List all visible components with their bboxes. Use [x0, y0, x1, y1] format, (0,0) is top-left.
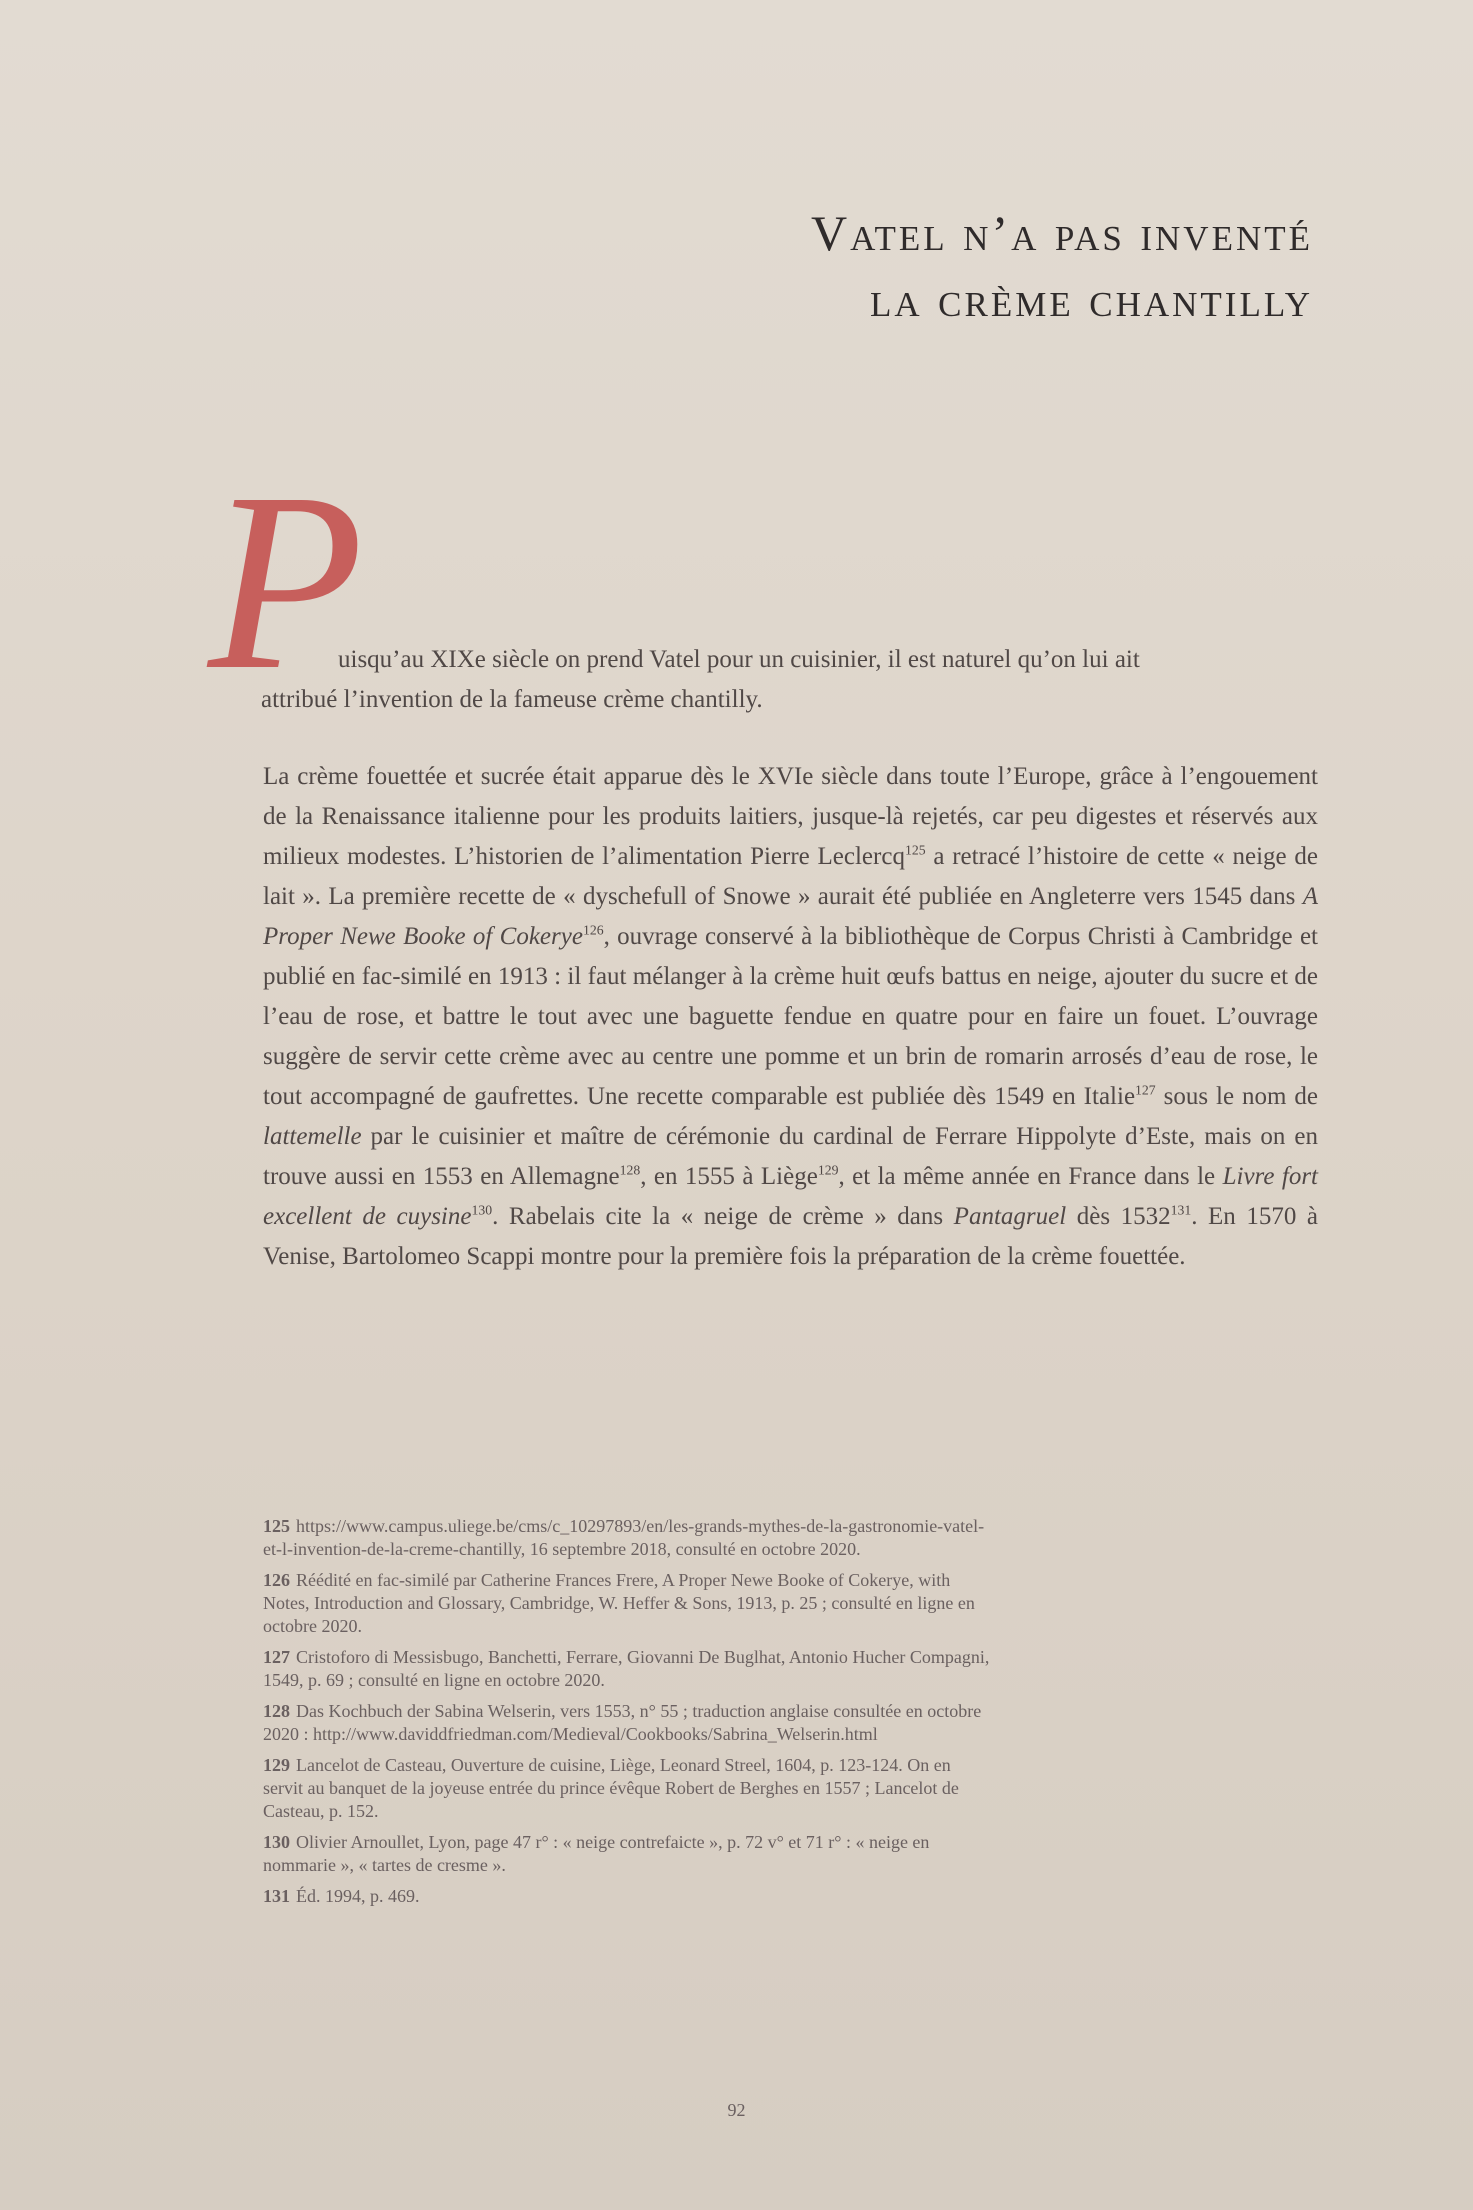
footnote-text: Das Kochbuch der Sabina Welserin, vers 1553, n° 55 ; traduction anglaise consultée en octobre 2020 : http://www.daviddfriedman.com/Medieval/Cookbooks/Sabrina_Welserin.html — [263, 1701, 982, 1744]
body-text: par le cuisinier et maître de cérémonie du cardinal de Ferrare Hippolyte d’Este, mais on en trouve aussi en 1553 en Allemagne — [263, 1123, 1318, 1190]
chapter-title-line-2: la crème chantilly — [870, 271, 1313, 327]
footnote-number: 125 — [263, 1516, 290, 1536]
footnote-text: Cristoforo di Messisbugo, Banchetti, Ferrare, Giovanni De Buglhat, Antonio Hucher Compagni, 1549, p. 69 ; consulté en ligne en octobre 2020. — [263, 1647, 990, 1690]
footnote-number: 131 — [263, 1886, 290, 1906]
footnote-number: 129 — [263, 1755, 290, 1775]
body-text: La crème fouettée et sucrée était apparue dès le XVIe siècle dans toute l’Europe, grâce à l’engouement de la Renaissance italienne pour les produits laitiers, jusque-là rejetés, car peu digestes et réservés aux milieux modestes. L’historien de l’alimentation Pierre Leclercq — [263, 763, 1318, 870]
body-text: . Rabelais cite la « neige de crème » dans — [492, 1203, 954, 1230]
page-number: 92 — [727, 2100, 746, 2120]
chapter-title — [811, 200, 1313, 332]
footnote-text: Éd. 1994, p. 469. — [296, 1886, 420, 1906]
chapter-title-line-1: Vatel n’a pas inventé — [811, 205, 1313, 261]
footnote-text: Lancelot de Casteau, Ouverture de cuisine, Liège, Leonard Streel, 1604, p. 123-124. On en servit au banquet de la joyeuse entrée du prince évêque Robert de Berghes en 1557 ; Lancelot de Casteau, p. 152. — [263, 1755, 959, 1821]
intro-line-1: uisqu’au XIXe siècle on prend Vatel pour un cuisinier, il est naturel qu’on lui ait — [338, 646, 1140, 673]
footnote — [263, 1646, 993, 1692]
footnote — [263, 1831, 993, 1877]
body-text: , en 1555 à Liège — [640, 1163, 818, 1190]
footnote-number: 130 — [263, 1832, 290, 1852]
footnote-ref-131: 131 — [1170, 1202, 1192, 1218]
footnote-ref-127: 127 — [1135, 1082, 1156, 1098]
recipe-name: lattemelle — [263, 1123, 362, 1150]
book-title: Livre fort excellent de cuysine — [263, 1163, 1318, 1230]
footnote-number: 126 — [263, 1570, 290, 1590]
footnote-ref-126: 126 — [582, 922, 604, 938]
footnote-number: 128 — [263, 1701, 290, 1721]
intro-paragraph — [263, 640, 1318, 720]
footnote-text: Olivier Arnoullet, Lyon, page 47 r° : « neige contrefaicte », p. 72 v° et 71 r° : « neige en nommarie », « tartes de cresme ». — [263, 1832, 930, 1875]
footnote — [263, 1515, 993, 1561]
body-text: , et la même année en France dans le — [838, 1163, 1223, 1190]
body-text: . En 1570 à Venise, Bartolomeo Scappi montre pour la première fois la préparation de la crème fouettée. — [263, 1203, 1318, 1270]
footnotes — [263, 1515, 993, 1916]
footnote — [263, 1700, 993, 1746]
body-text: dès 1532 — [1066, 1203, 1171, 1230]
body-text: sous le nom de — [1155, 1083, 1318, 1110]
footnote-ref-128: 128 — [619, 1162, 641, 1178]
footnote-text: Réédité en fac-similé par Catherine Frances Frere, A Proper Newe Booke of Cokerye, with Notes, Introduction and Glossary, Cambridge, W. Heffer & Sons, 1913, p. 25 ; consulté en ligne en octobre 2020. — [263, 1570, 975, 1636]
body-paragraph — [263, 757, 1318, 1277]
intro-line-2: attribué l’invention de la fameuse crème chantilly. — [261, 686, 763, 713]
footnote — [263, 1569, 993, 1638]
footnote-ref-130: 130 — [471, 1202, 493, 1218]
body-text: a retracé l’histoire de cette « neige de lait ». La première recette de « dyschefull of Snowe » aurait été publiée en Angleterre vers 1545 dans — [263, 843, 1318, 910]
drop-cap: P — [208, 441, 364, 723]
footnote-text: https://www.campus.uliege.be/cms/c_10297893/en/les-grands-mythes-de-la-gastronomie-vatel-et-l-invention-de-la-creme-chantilly, 16 septembre 2018, consulté en octobre 2020. — [263, 1516, 985, 1559]
footnote-ref-125: 125 — [904, 842, 926, 858]
book-title: A Proper Newe Booke of Cokerye — [263, 883, 1318, 950]
footnote — [263, 1754, 993, 1823]
body-text: , ouvrage conservé à la bibliothèque de Corpus Christi à Cambridge et publié en fac-similé en 1913 : il faut mélanger à la crème huit œufs battus en neige, ajouter du sucre et de l’eau de rose, et battre le tout avec une baguette fendue en quatre pour en faire un fouet. L’ouvrage suggère de servir cette crème avec au centre une pomme et un brin de romarin arrosés d’eau de rose, le tout accompagné de gaufrettes. Une recette comparable est publiée dès 1549 en Italie — [263, 923, 1319, 1110]
footnote-ref-129: 129 — [817, 1162, 839, 1178]
footnote — [263, 1885, 993, 1908]
book-title: Pantagruel — [953, 1203, 1067, 1230]
footnote-number: 127 — [263, 1647, 290, 1667]
